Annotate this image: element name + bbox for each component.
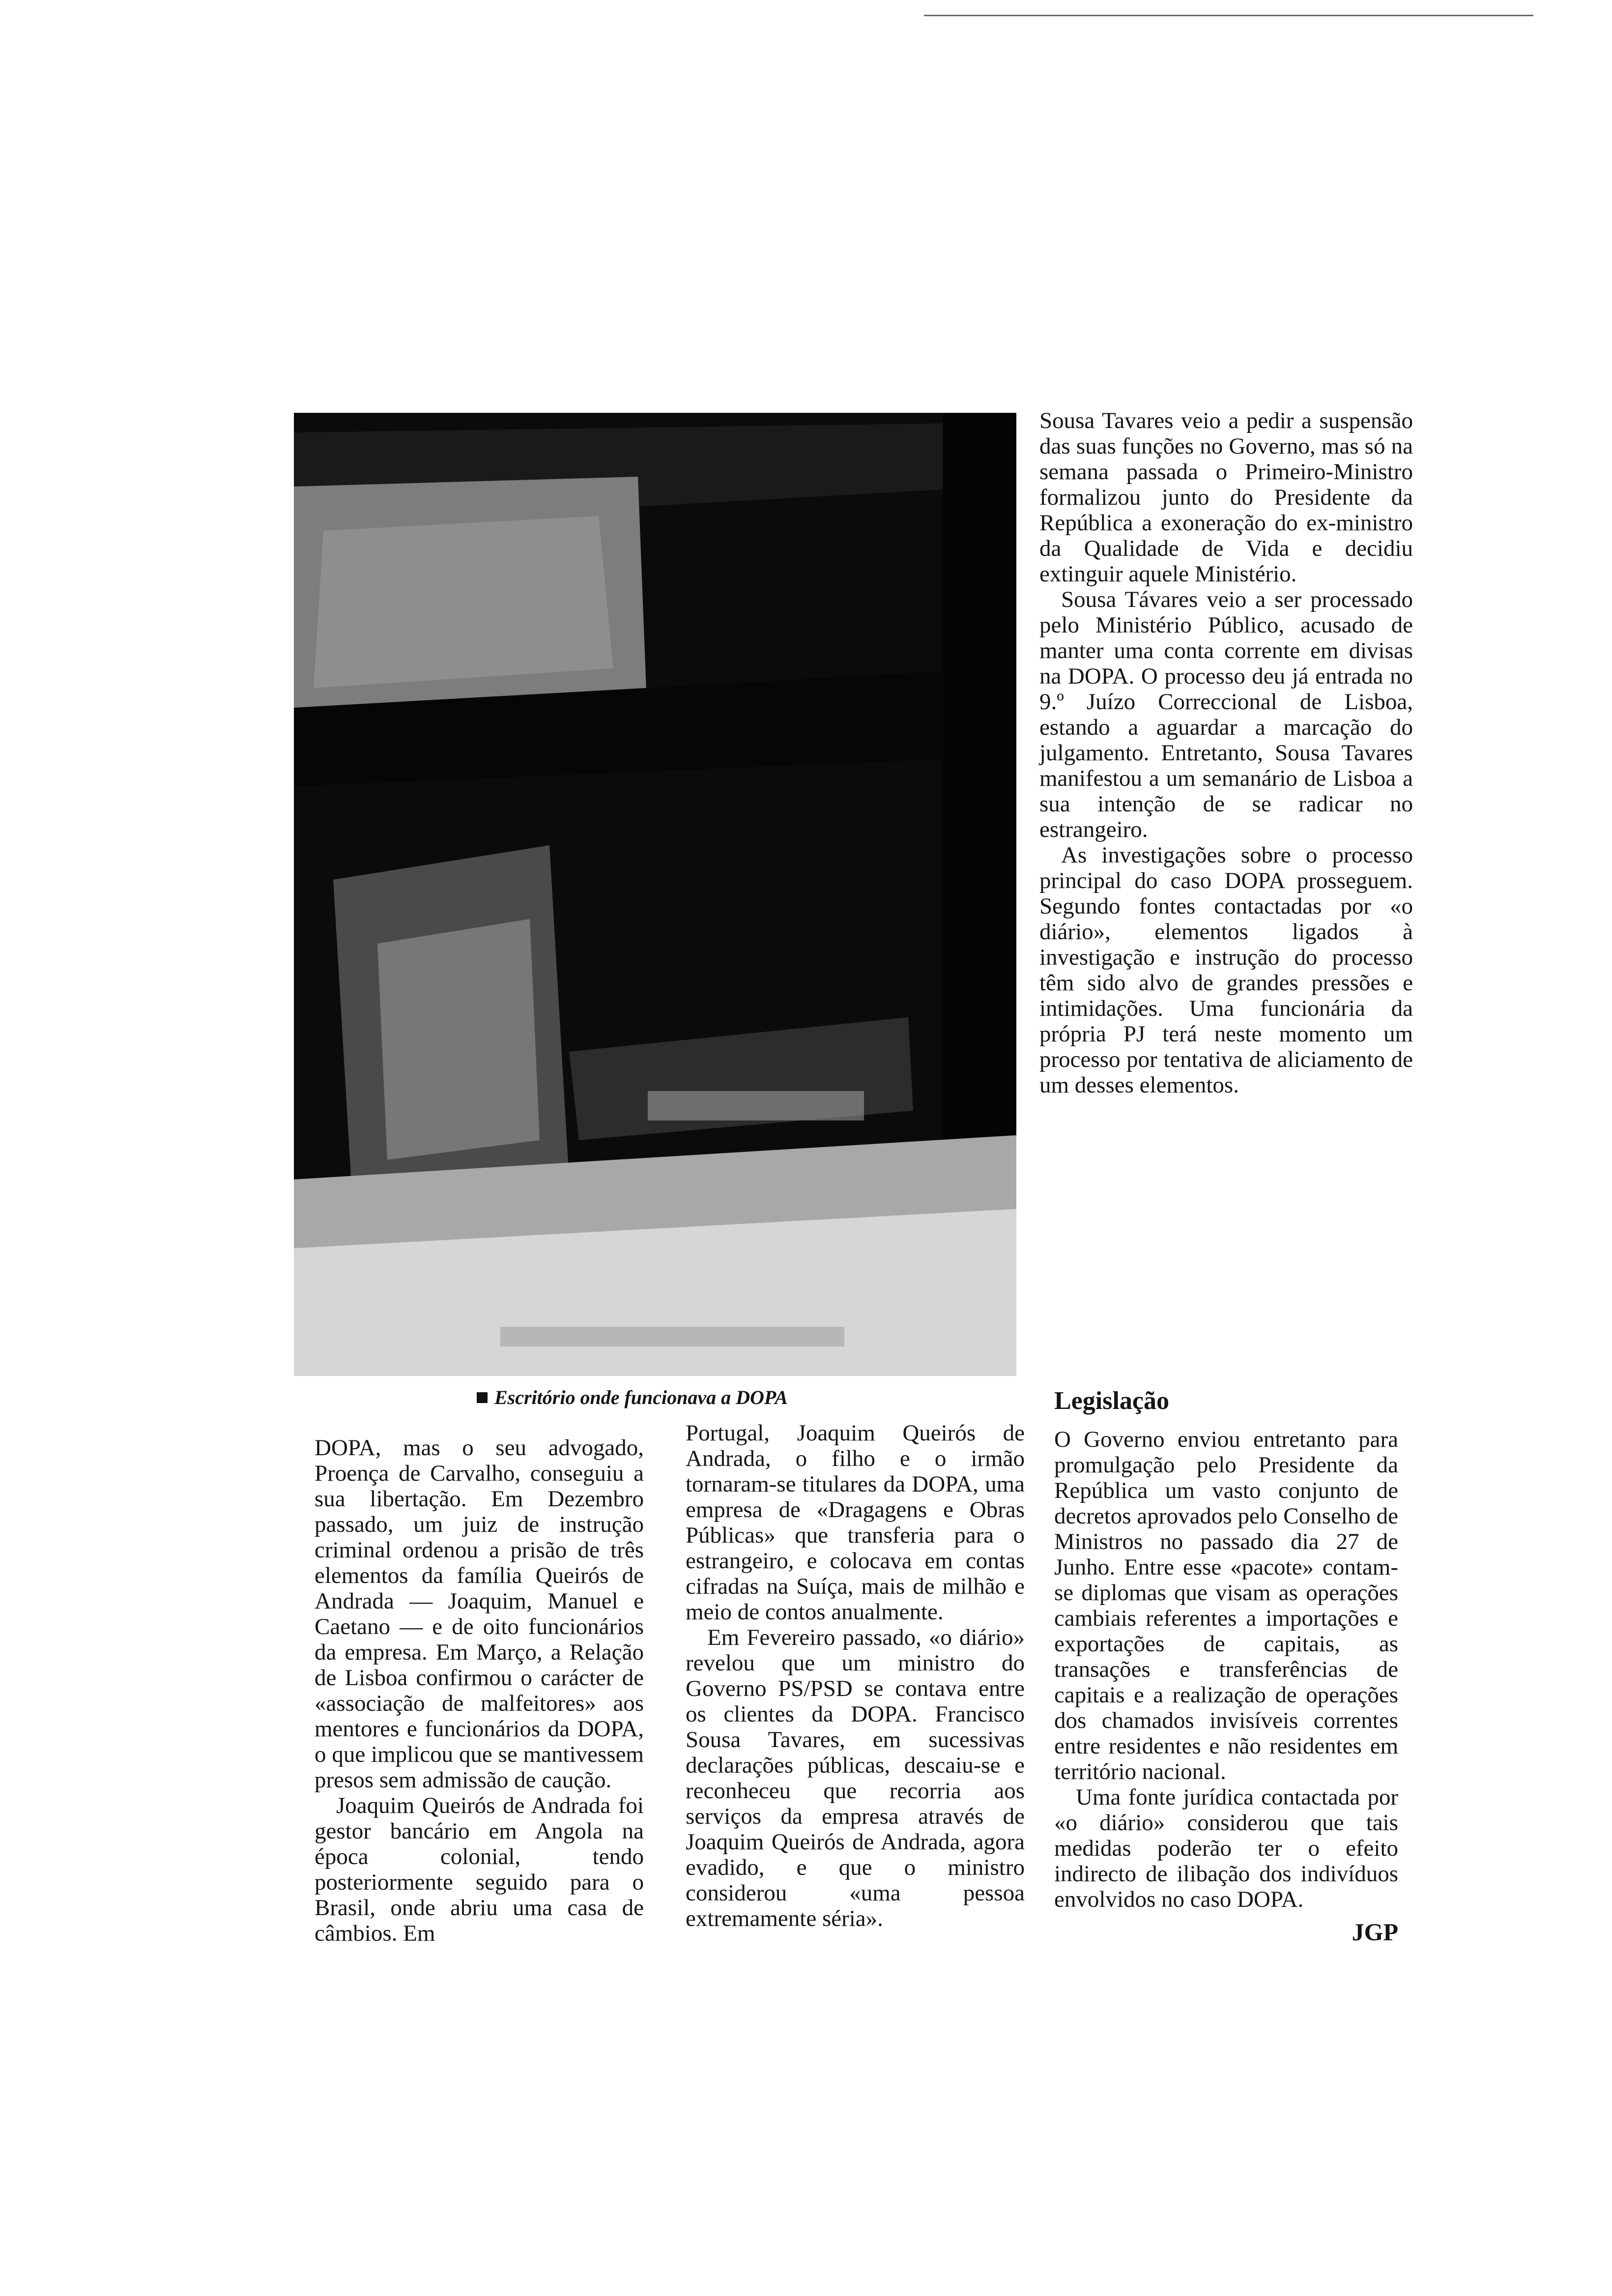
paragraph: Joaquim Queirós de Andrada foi gestor bancário em Angola na época colonial, tendo posteriormente seguido para o Brasil, onde abriu uma casa de câmbios. Em bbox=[315, 1793, 644, 1946]
paragraph: As investigações sobre o processo principal do caso DOPA prosseguem. Segundo fontes contactadas por «o diário», elementos ligados à investigação e instrução do processo têm sido alvo de grandes pressões e intimidações. Uma funcionária da própria PJ terá neste momento um processo por tentativa de aliciamento de um desses elementos. bbox=[1039, 842, 1413, 1098]
top-rule bbox=[924, 15, 1533, 16]
paragraph: O Governo enviou entretanto para promulgação pelo Presidente da República um vasto conjunto de decretos aprovados pelo Conselho de Ministros no passado dia 27 de Junho. Entre esse «pacote» contam-se diplomas que visam as operações cambiais referentes a importações e exportações de capitais, as transações e transferências de capitais e a realização de operações dos chamados invisíveis correntes entre residentes e não residentes em território nacional. bbox=[1054, 1427, 1398, 1784]
article-column-right-top bbox=[1039, 408, 1413, 1098]
article-column-left bbox=[315, 1435, 644, 1946]
photo-caption-text: Escritório onde funcionava a DOPA bbox=[494, 1386, 788, 1408]
photo-caption bbox=[477, 1386, 788, 1409]
article-column-right-bottom bbox=[1054, 1388, 1398, 1945]
paragraph: Sousa Tavares veio a pedir a suspensão das suas funções no Governo, mas só na semana passada o Primeiro-Ministro formalizou junto do Presidente da República a exoneração do ex-ministro da Qualidade de Vida e decidiu extinguir aquele Ministério. bbox=[1039, 408, 1413, 587]
section-subheading: Legislação bbox=[1054, 1387, 1169, 1415]
office-photo bbox=[294, 413, 1016, 1376]
paragraph: Portugal, Joaquim Queirós de Andrada, o filho e o irmão tornaram-se titulares da DOPA, uma empresa de «Dragagens e Obras Públicas» que transferia para o estrangeiro, e colocava em contas cifradas na Suíça, mais de milhão e meio de contos anualmente. bbox=[686, 1420, 1025, 1625]
paragraph: Sousa Távares veio a ser processado pelo Ministério Público, acusado de manter uma conta corrente em divisas na DOPA. O processo deu já entrada no 9.º Juízo Correccional de Lisboa, estando a aguardar a marcação do julgamento. Entretanto, Sousa Tavares manifestou a um semanário de Lisboa a sua intenção de se radicar no estrangeiro. bbox=[1039, 587, 1413, 842]
author-signature: JGP bbox=[1352, 1918, 1398, 1946]
paragraph: Uma fonte jurídica contactada por «o diário» considerou que tais medidas poderão ter o efeito indirecto de ilibação dos indivíduos envolvidos no caso DOPA. bbox=[1054, 1784, 1398, 1912]
paragraph: Em Fevereiro passado, «o diário» revelou que um ministro do Governo PS/PSD se contava entre os clientes da DOPA. Francisco Sousa Tavares, em sucessivas declarações públicas, descaiu-se e reconheceu que recorria aos serviços da empresa através de Joaquim Queirós de Andrada, agora evadido, e que o ministro considerou «uma pessoa extremamente séria». bbox=[686, 1625, 1025, 1931]
paragraph: DOPA, mas o seu advogado, Proença de Carvalho, conseguiu a sua libertação. Em Dezembro passado, um juiz de instrução criminal ordenou a prisão de três elementos da família Queirós de Andrada — Joaquim, Manuel e Caetano — e de oito funcionários da empresa. Em Março, a Relação de Lisboa confirmou o carácter de «associação de malfeitores» aos mentores e funcionários da DOPA, o que implicou que se mantivessem presos sem admissão de caução. bbox=[315, 1435, 644, 1793]
caption-bullet-icon bbox=[477, 1392, 488, 1403]
article-column-middle bbox=[686, 1420, 1025, 1931]
